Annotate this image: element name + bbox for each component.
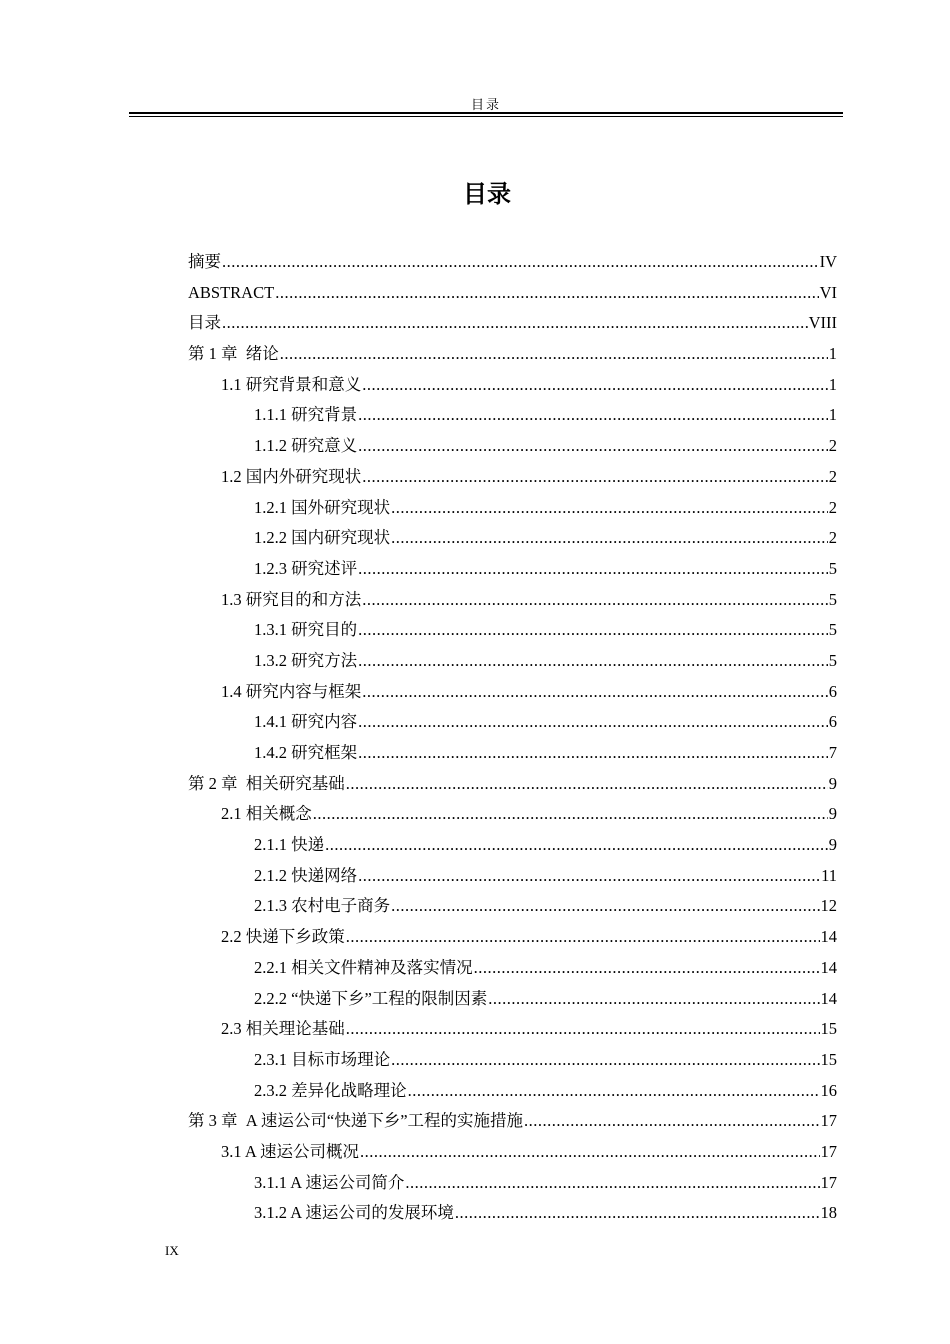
dot-leader xyxy=(362,462,828,493)
toc-entry-page: VIII xyxy=(808,313,837,333)
toc-entry[interactable] xyxy=(188,585,837,616)
toc-entry-label: 1.2.3 研究述评 xyxy=(254,558,358,578)
dot-leader xyxy=(358,861,820,892)
toc-entry-page: 5 xyxy=(828,620,837,640)
toc-entry-page: 16 xyxy=(820,1080,837,1100)
dot-leader xyxy=(358,431,828,462)
dot-leader xyxy=(346,769,828,800)
toc-entry-label: 1.1.1 研究背景 xyxy=(254,405,358,425)
dot-leader xyxy=(358,554,828,585)
page-title: 目录 xyxy=(463,180,511,208)
toc-entry[interactable] xyxy=(188,891,837,922)
toc-entry[interactable] xyxy=(188,1045,837,1076)
toc-entry-label: 3.1.1 A 速运公司简介 xyxy=(254,1172,405,1192)
toc-entry-label: 第 1 章 绪论 xyxy=(188,344,279,364)
toc-entry-page: 9 xyxy=(828,835,837,855)
toc-entry[interactable] xyxy=(188,1076,837,1107)
dot-leader xyxy=(346,922,820,953)
toc-entry-label: ABSTRACT xyxy=(188,282,275,302)
toc-entry[interactable] xyxy=(188,247,837,278)
header-rule xyxy=(129,112,843,117)
toc-entry-label: 1.4.2 研究框架 xyxy=(254,743,358,762)
toc-entry[interactable] xyxy=(188,1198,837,1229)
toc-entry-page: 17 xyxy=(820,1172,837,1192)
toc-entry-page: 11 xyxy=(821,865,837,885)
dot-leader xyxy=(474,953,820,984)
toc-entry-label: 2.3.2 差异化战略理论 xyxy=(254,1080,407,1100)
toc-entry-page: 6 xyxy=(828,681,837,701)
dot-leader xyxy=(405,1168,819,1199)
toc-entry-page: 5 xyxy=(828,650,837,670)
dot-leader xyxy=(362,370,828,401)
toc-entry-label: 1.2.1 国外研究现状 xyxy=(254,497,391,517)
toc-entry-page: 15 xyxy=(820,1049,837,1069)
toc-entry[interactable] xyxy=(188,1137,837,1168)
toc-entry-label: 2.1.1 快递 xyxy=(254,835,325,855)
toc-entry[interactable] xyxy=(188,523,837,554)
toc-entry-label: 2.2 快递下乡政策 xyxy=(221,927,345,947)
toc-entry[interactable] xyxy=(188,738,837,769)
dot-leader xyxy=(391,493,828,524)
toc-entry-label: 1.1 研究背景和意义 xyxy=(221,374,362,394)
toc-entry-page: 18 xyxy=(820,1203,837,1223)
toc-entry-label: 1.1.2 研究意义 xyxy=(254,436,358,456)
dot-leader xyxy=(358,646,828,677)
toc-entry[interactable] xyxy=(188,554,837,585)
toc-entry-page: 14 xyxy=(820,988,837,1008)
toc-entry-label: 2.1.2 快递网络 xyxy=(254,865,358,885)
dot-leader xyxy=(358,615,828,646)
toc-entry-label: 摘要 xyxy=(188,252,221,271)
toc-entry-page: 2 xyxy=(828,497,837,517)
toc-entry-page: 5 xyxy=(828,589,837,609)
toc-entry-label: 1.3 研究目的和方法 xyxy=(221,589,362,609)
dot-leader xyxy=(358,738,828,769)
toc-entry-page: 1 xyxy=(828,374,837,394)
dot-leader xyxy=(408,1076,820,1107)
toc-entry[interactable] xyxy=(188,493,837,524)
toc-entry-page: 5 xyxy=(828,558,837,578)
dot-leader xyxy=(391,891,819,922)
dot-leader xyxy=(222,308,808,339)
toc-entry[interactable] xyxy=(188,400,837,431)
toc-entry-label: 1.3.2 研究方法 xyxy=(254,650,358,670)
toc-entry-label: 2.1 相关概念 xyxy=(221,804,312,824)
toc-entry-label: 3.1.2 A 速运公司的发展环境 xyxy=(254,1203,454,1223)
toc-entry-page: 17 xyxy=(820,1141,837,1161)
dot-leader xyxy=(358,707,828,738)
toc-entry-page: 2 xyxy=(828,466,837,486)
toc-entry[interactable] xyxy=(188,830,837,861)
toc-entry-page: 17 xyxy=(820,1111,837,1131)
toc-entry-page: 1 xyxy=(828,344,837,364)
toc-entry-label: 第 2 章 相关研究基础 xyxy=(188,773,345,793)
toc-entry-label: 1.2.2 国内研究现状 xyxy=(254,528,391,548)
toc-entry-page: 14 xyxy=(820,927,837,947)
dot-leader xyxy=(362,677,828,708)
toc-entry-page: 9 xyxy=(828,773,837,793)
dot-leader xyxy=(358,400,828,431)
toc-entry-page: 14 xyxy=(820,957,837,977)
toc-entry-label: 第 3 章 A 速运公司“快递下乡”工程的实施措施 xyxy=(188,1111,524,1131)
toc-entry[interactable] xyxy=(188,922,837,953)
toc-entry-label: 1.2 国内外研究现状 xyxy=(221,466,362,486)
dot-leader xyxy=(360,1137,820,1168)
toc-entry[interactable] xyxy=(188,308,837,339)
toc-entry[interactable] xyxy=(188,370,837,401)
dot-leader xyxy=(391,523,828,554)
toc-entry[interactable] xyxy=(188,431,837,462)
toc-entry[interactable] xyxy=(188,615,837,646)
dot-leader xyxy=(280,339,828,370)
toc-entry-page: 2 xyxy=(828,436,837,456)
toc-entry[interactable] xyxy=(188,462,837,493)
toc-entry[interactable] xyxy=(188,984,837,1015)
toc-entry[interactable] xyxy=(188,646,837,677)
toc-entry-label: 目录 xyxy=(188,313,221,333)
toc-entry[interactable] xyxy=(188,1106,837,1137)
toc-entry-page: 6 xyxy=(828,712,837,732)
toc-entry[interactable] xyxy=(188,339,837,370)
toc-entry[interactable] xyxy=(188,1014,837,1045)
toc-entry[interactable] xyxy=(188,677,837,708)
toc-entry-page: VI xyxy=(819,282,837,302)
running-header: 目录 xyxy=(470,97,501,112)
dot-leader xyxy=(362,585,828,616)
dot-leader xyxy=(313,799,828,830)
dot-leader xyxy=(325,830,828,861)
toc-entry-label: 1.3.1 研究目的 xyxy=(254,620,358,640)
toc-entry-page: 9 xyxy=(828,804,837,824)
dot-leader xyxy=(275,278,818,309)
toc-entry-label: 2.3.1 目标市场理论 xyxy=(254,1049,391,1069)
toc-entry-label: 2.1.3 农村电子商务 xyxy=(254,896,391,916)
toc-entry[interactable] xyxy=(188,953,837,984)
toc-entry-label: 2.2.2 “快递下乡”工程的限制因素 xyxy=(254,988,488,1008)
toc-entry-label: 1.4.1 研究内容 xyxy=(254,712,358,732)
toc-entry-page: 12 xyxy=(820,896,837,916)
toc-entry[interactable] xyxy=(188,707,837,738)
toc-entry[interactable] xyxy=(188,861,837,892)
toc-entry-label: 2.3 相关理论基础 xyxy=(221,1019,345,1039)
dot-leader xyxy=(391,1045,819,1076)
dot-leader xyxy=(346,1014,820,1045)
dot-leader xyxy=(455,1198,820,1229)
toc-entry-page: 7 xyxy=(828,743,837,762)
toc-entry[interactable] xyxy=(188,1168,837,1199)
toc-entry-page: 1 xyxy=(828,405,837,425)
toc-entry-page: 2 xyxy=(828,528,837,548)
toc-entry[interactable] xyxy=(188,799,837,830)
toc-entry-page: IV xyxy=(819,252,837,271)
toc-entry[interactable] xyxy=(188,278,837,309)
dot-leader xyxy=(524,1106,819,1137)
dot-leader xyxy=(488,984,819,1015)
toc-entry-page: 15 xyxy=(820,1019,837,1039)
toc-entry-label: 2.2.1 相关文件精神及落实情况 xyxy=(254,957,473,977)
toc-entry-label: 3.1 A 速运公司概况 xyxy=(221,1141,359,1161)
toc-entry-label: 1.4 研究内容与框架 xyxy=(221,681,362,701)
dot-leader xyxy=(222,247,819,278)
table-of-contents xyxy=(188,247,837,1229)
toc-entry[interactable] xyxy=(188,769,837,800)
page-number: IX xyxy=(165,1243,179,1258)
